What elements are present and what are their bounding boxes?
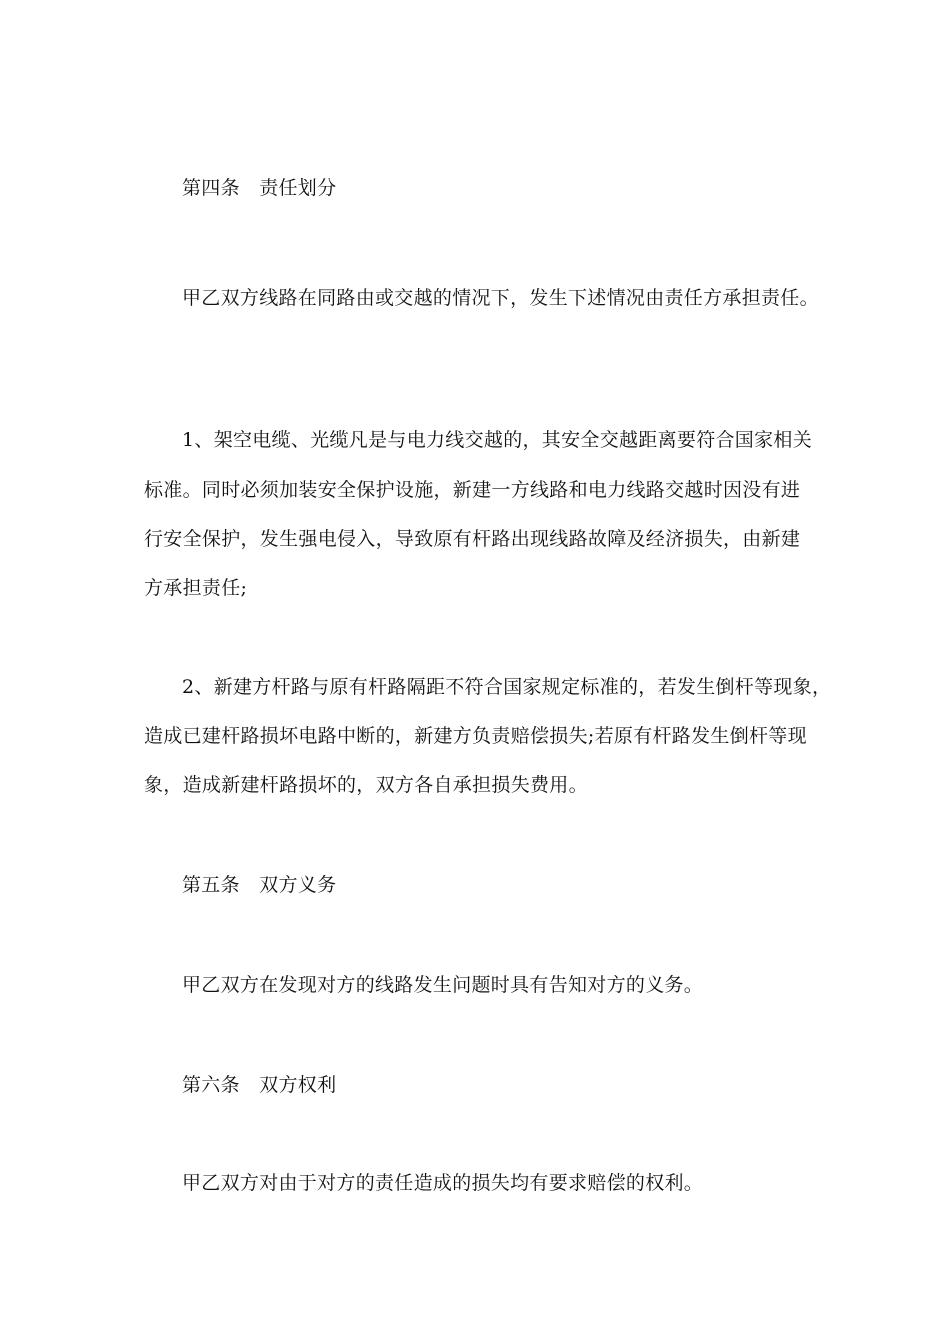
item2-line1: 2、新建方杆路与原有杆路隔距不符合国家规定标准的，若发生倒杆等现象， [182, 676, 832, 698]
item1-line4: 方承担责任; [144, 577, 248, 599]
item1-line2: 标准。同时必须加装安全保护设施，新建一方线路和电力线路交越时因没有进 [144, 479, 801, 501]
article4-heading: 第四条 责任划分 [182, 177, 337, 199]
article6-heading: 第六条 双方权利 [182, 1074, 337, 1096]
item1-line1: 1、架空电缆、光缆凡是与电力线交越的，其安全交越距离要符合国家相关 [182, 429, 812, 451]
article6-body: 甲乙双方对由于对方的责任造成的损失均有要求赔偿的权利。 [182, 1172, 704, 1194]
article5-body: 甲乙双方在发现对方的线路发生问题时具有告知对方的义务。 [182, 974, 704, 996]
article5-heading: 第五条 双方义务 [182, 874, 337, 896]
item2-line3: 象，造成新建杆路损坏的，双方各自承担损失费用。 [144, 774, 588, 796]
article4-intro: 甲乙双方线路在同路由或交越的情况下，发生下述情况由责任方承担责任。 [182, 287, 819, 309]
item1-line3: 行安全保护，发生强电侵入，导致原有杆路出现线路故障及经济损失，由新建 [144, 528, 801, 550]
item2-line2: 造成已建杆路损坏电路中断的，新建方负责赔偿损失;若原有杆路发生倒杆等现 [144, 725, 807, 747]
